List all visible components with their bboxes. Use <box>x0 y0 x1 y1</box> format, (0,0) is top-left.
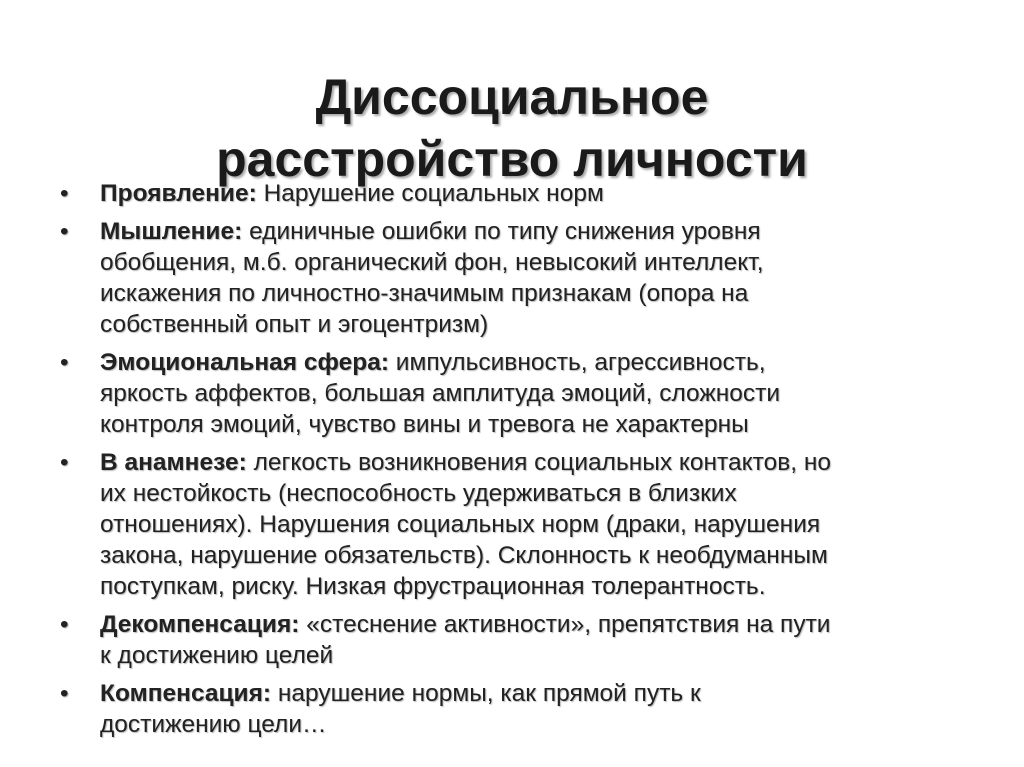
bullet-text: нарушение нормы, как прямой путь к <box>277 680 701 707</box>
bullet-line: собственный опыт и эгоцентризм) <box>100 311 489 338</box>
slide-title-line-1: Диссоциальное <box>315 68 709 125</box>
bullet-line: их нестойкость (неспособность удерживаться в близких <box>100 480 737 507</box>
bullet-text: единичные ошибки по типу снижения уровня <box>249 218 761 245</box>
slide-title <box>0 66 1024 190</box>
bullet-line: искажения по личностно-значимым признакам (опора на <box>100 280 749 307</box>
bullet-anamnesis <box>60 447 960 602</box>
bullet-dot-icon: • <box>60 349 69 376</box>
bullet-dot-icon: • <box>60 180 69 207</box>
bullet-line: яркость аффектов, большая амплитуда эмоций, сложности <box>100 380 781 407</box>
bullet-term: Декомпенсация: <box>100 611 300 638</box>
bullet-line: отношениях). Нарушения социальных норм (драки, нарушения <box>100 511 821 538</box>
bullet-dot-icon: • <box>60 611 69 638</box>
bullet-text: импульсивность, агрессивность, <box>395 349 766 376</box>
bullet-dot-icon: • <box>60 449 69 476</box>
bullet-text: «стеснение активности», препятствия на пути <box>306 611 831 638</box>
bullet-term: Проявление: <box>100 180 257 207</box>
bullet-line <box>100 447 960 478</box>
bullet-line: обобщения, м.б. органический фон, невысокий интеллект, <box>100 249 764 276</box>
bullet-decompensation <box>60 609 960 671</box>
bullet-term: Эмоциональная сфера: <box>100 349 389 376</box>
bullet-term: Компенсация: <box>100 680 272 707</box>
bullet-line: достижению цели… <box>100 711 327 738</box>
bullet-dot-icon: • <box>60 218 69 245</box>
bullet-thinking <box>60 216 960 340</box>
bullet-line <box>100 216 960 247</box>
bullet-line <box>100 178 960 209</box>
bullet-line: к достижению целей <box>100 642 334 669</box>
bullet-emotional-sphere <box>60 347 960 440</box>
bullet-line: контроля эмоций, чувство вины и тревога не характерны <box>100 411 749 438</box>
bullet-line <box>100 347 960 378</box>
bullet-manifestation <box>60 178 960 209</box>
bullet-line: поступкам, риску. Низкая фрустрационная толерантность. <box>100 573 766 600</box>
bullet-dot-icon: • <box>60 680 69 707</box>
slide-title-line-2: расстройство личности <box>216 130 808 187</box>
bullet-text: легкость возникновения социальных контактов, но <box>253 449 831 476</box>
bullet-list <box>60 178 960 747</box>
bullet-term: Мышление: <box>100 218 243 245</box>
bullet-term: В анамнезе: <box>100 449 247 476</box>
bullet-text: Нарушение социальных норм <box>263 180 604 207</box>
bullet-line <box>100 609 960 640</box>
bullet-line: закона, нарушение обязательств). Склонность к необдуманным <box>100 542 828 569</box>
bullet-compensation <box>60 678 960 740</box>
bullet-line <box>100 678 960 709</box>
